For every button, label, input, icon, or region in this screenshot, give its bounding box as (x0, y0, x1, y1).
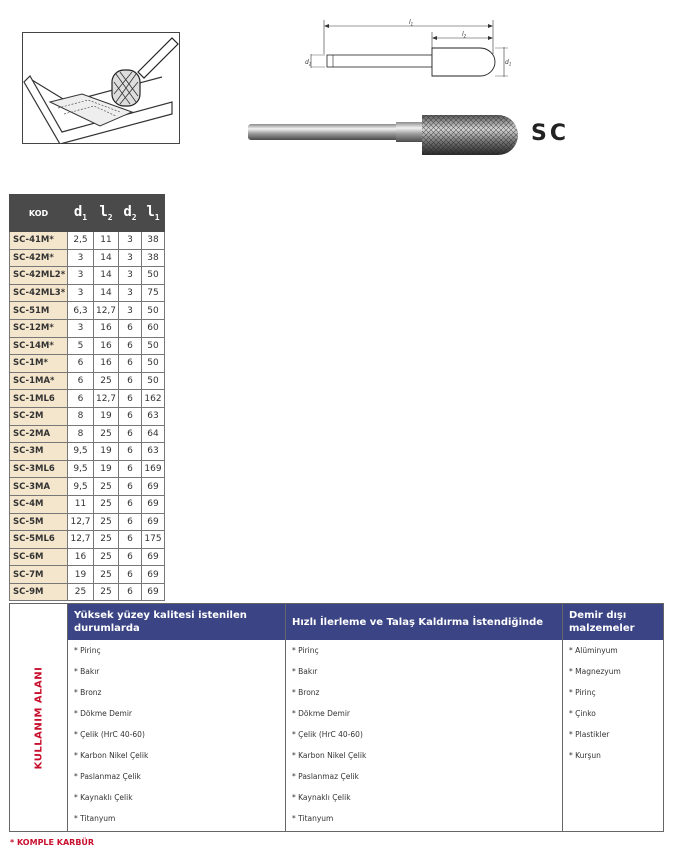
cell-d1: 11 (68, 495, 94, 513)
cell-d2: 3 (119, 232, 142, 250)
header-l2: $l_2$ (94, 195, 119, 232)
usage-column-header: Demir dışı malzemeler (563, 604, 663, 640)
cell-l2: 25 (94, 478, 119, 496)
cell-d1: 9,5 (68, 478, 94, 496)
table-row (10, 443, 165, 461)
cell-l2: 16 (94, 337, 119, 355)
table-row (10, 319, 165, 337)
cell-code: SC-1M* (10, 355, 68, 373)
cell-code: SC-3MA (10, 478, 68, 496)
cell-l2: 25 (94, 531, 119, 549)
cell-l2: 19 (94, 460, 119, 478)
cell-d1: 25 (68, 583, 94, 601)
usage-column-fast-feed (286, 604, 563, 831)
cell-l1: 60 (142, 319, 165, 337)
table-row (10, 232, 165, 250)
cell-d2: 6 (119, 425, 142, 443)
d1-label: $d_1$ (505, 59, 512, 67)
cell-l2: 16 (94, 355, 119, 373)
table-row (10, 583, 165, 601)
model-title: SC (531, 121, 569, 146)
usage-label-cell (10, 604, 68, 831)
table-row (10, 513, 165, 531)
usage-column-surface-quality (68, 604, 286, 831)
cell-d2: 6 (119, 355, 142, 373)
cell-d1: 6 (68, 355, 94, 373)
table-row (10, 284, 165, 302)
cell-d1: 16 (68, 548, 94, 566)
cell-l2: 19 (94, 407, 119, 425)
cell-l1: 69 (142, 583, 165, 601)
cell-l1: 69 (142, 495, 165, 513)
cell-code: SC-12M* (10, 319, 68, 337)
list-item: * Karbon Nikel Çelik (74, 751, 149, 760)
cell-d2: 6 (119, 372, 142, 390)
cell-d1: 12,7 (68, 513, 94, 531)
list-item: * Plastikler (569, 730, 610, 739)
list-item: * Titanyum (74, 814, 116, 823)
cell-l1: 50 (142, 267, 165, 285)
cell-l2: 12,7 (94, 390, 119, 408)
cell-d1: 5 (68, 337, 94, 355)
cell-d2: 6 (119, 548, 142, 566)
cell-l1: 63 (142, 407, 165, 425)
cell-l1: 50 (142, 372, 165, 390)
cell-d1: 2,5 (68, 232, 94, 250)
usage-column-header: Hızlı İlerleme ve Talaş Kaldırma İstendiğinde (286, 604, 562, 640)
list-item: * Alüminyum (569, 646, 618, 655)
list-item: * Paslanmaz Çelik (74, 772, 141, 781)
cell-l1: 50 (142, 337, 165, 355)
table-row (10, 267, 165, 285)
cell-code: SC-5ML6 (10, 531, 68, 549)
cell-d1: 9,5 (68, 443, 94, 461)
cell-l2: 14 (94, 267, 119, 285)
cell-d2: 6 (119, 478, 142, 496)
cell-l1: 38 (142, 232, 165, 250)
cell-l1: 169 (142, 460, 165, 478)
cell-d2: 6 (119, 495, 142, 513)
cell-code: SC-3M (10, 443, 68, 461)
dimension-drawing (305, 14, 515, 94)
cell-code: SC-51M (10, 302, 68, 320)
l1-label: $l_1$ (409, 19, 414, 27)
list-item: * Dökme Demir (292, 709, 351, 718)
list-item: * Çinko (569, 709, 596, 718)
cell-l1: 75 (142, 284, 165, 302)
cell-d2: 6 (119, 566, 142, 584)
cell-code: SC-14M* (10, 337, 68, 355)
usage-column-header: Yüksek yüzey kalitesi istenilen durumlarda (68, 604, 285, 640)
cell-l2: 11 (94, 232, 119, 250)
cell-d1: 3 (68, 249, 94, 267)
table-row (10, 407, 165, 425)
cell-d2: 6 (119, 319, 142, 337)
table-row (10, 337, 165, 355)
cell-l1: 69 (142, 513, 165, 531)
cell-l2: 25 (94, 425, 119, 443)
cell-d1: 6 (68, 372, 94, 390)
table-header-row (10, 195, 165, 232)
burr-tool-image (246, 110, 526, 160)
table-row (10, 390, 165, 408)
list-item: * Bronz (292, 688, 320, 697)
cell-d2: 3 (119, 284, 142, 302)
cell-d2: 3 (119, 267, 142, 285)
cell-d2: 6 (119, 337, 142, 355)
cell-d2: 6 (119, 513, 142, 531)
application-illustration (22, 32, 180, 144)
cell-code: SC-5M (10, 513, 68, 531)
cell-code: SC-9M (10, 583, 68, 601)
table-row (10, 302, 165, 320)
cell-l2: 14 (94, 284, 119, 302)
usage-list (286, 640, 562, 829)
cell-code: SC-4M (10, 495, 68, 513)
table-row (10, 495, 165, 513)
cell-d2: 6 (119, 460, 142, 478)
cell-code: SC-42M* (10, 249, 68, 267)
cell-code: SC-41M* (10, 232, 68, 250)
cell-d1: 6,3 (68, 302, 94, 320)
list-item: * Kurşun (569, 751, 601, 760)
usage-list (563, 640, 663, 766)
cell-d1: 9,5 (68, 460, 94, 478)
cell-code: SC-2M (10, 407, 68, 425)
cell-l2: 25 (94, 566, 119, 584)
header-d2: $d_2$ (119, 195, 142, 232)
usage-area (9, 603, 664, 832)
cell-l2: 19 (94, 443, 119, 461)
cell-d2: 6 (119, 443, 142, 461)
list-item: * Kaynaklı Çelik (74, 793, 133, 802)
cell-d2: 3 (119, 302, 142, 320)
cell-d2: 6 (119, 407, 142, 425)
list-item: * Pirinç (292, 646, 319, 655)
l2-label: $l_2$ (462, 31, 467, 39)
cell-l2: 25 (94, 495, 119, 513)
cell-code: SC-42ML3* (10, 284, 68, 302)
footnote: * KOMPLE KARBÜR (10, 838, 95, 847)
usage-label: KULLANIM ALANI (33, 666, 45, 770)
header-kod: KOD (10, 195, 68, 232)
cell-d1: 6 (68, 390, 94, 408)
cell-code: SC-2MA (10, 425, 68, 443)
cell-l1: 50 (142, 302, 165, 320)
cell-d1: 8 (68, 425, 94, 443)
list-item: * Pirinç (569, 688, 596, 697)
list-item: * Çelik (HrC 40-60) (292, 730, 363, 739)
table-row (10, 548, 165, 566)
cell-l2: 25 (94, 583, 119, 601)
dimension-table (9, 194, 165, 601)
cell-l1: 50 (142, 355, 165, 373)
cell-d2: 6 (119, 531, 142, 549)
cell-code: SC-42ML2* (10, 267, 68, 285)
cell-l1: 38 (142, 249, 165, 267)
cell-l1: 69 (142, 566, 165, 584)
table-row (10, 460, 165, 478)
table-row (10, 531, 165, 549)
table-row (10, 566, 165, 584)
cell-l1: 64 (142, 425, 165, 443)
list-item: * Pirinç (74, 646, 101, 655)
list-item: * Dökme Demir (74, 709, 133, 718)
cell-l2: 12,7 (94, 302, 119, 320)
usage-list (68, 640, 285, 829)
list-item: * Magnezyum (569, 667, 621, 676)
cell-d1: 19 (68, 566, 94, 584)
list-item: * Bakır (292, 667, 318, 676)
cell-l2: 14 (94, 249, 119, 267)
cell-l1: 162 (142, 390, 165, 408)
table-row (10, 372, 165, 390)
header-l1: $l_1$ (142, 195, 165, 232)
cell-l2: 25 (94, 372, 119, 390)
cell-code: SC-1MA* (10, 372, 68, 390)
table-row (10, 425, 165, 443)
list-item: * Paslanmaz Çelik (292, 772, 359, 781)
cell-l2: 16 (94, 319, 119, 337)
list-item: * Kaynaklı Çelik (292, 793, 351, 802)
list-item: * Karbon Nikel Çelik (292, 751, 367, 760)
cell-code: SC-3ML6 (10, 460, 68, 478)
table-row (10, 249, 165, 267)
list-item: * Bronz (74, 688, 102, 697)
list-item: * Titanyum (292, 814, 334, 823)
cell-l1: 175 (142, 531, 165, 549)
usage-column-non-ferrous (563, 604, 663, 831)
cell-code: SC-7M (10, 566, 68, 584)
list-item: * Çelik (HrC 40-60) (74, 730, 145, 739)
d2-label: $d_2$ (305, 59, 312, 67)
cell-code: SC-6M (10, 548, 68, 566)
cell-d2: 6 (119, 390, 142, 408)
cell-d2: 6 (119, 583, 142, 601)
cell-l2: 25 (94, 548, 119, 566)
table-row (10, 478, 165, 496)
cell-d1: 8 (68, 407, 94, 425)
cell-d1: 12,7 (68, 531, 94, 549)
cell-code: SC-1ML6 (10, 390, 68, 408)
header-d1: $d_1$ (68, 195, 94, 232)
cell-l1: 63 (142, 443, 165, 461)
cell-l1: 69 (142, 548, 165, 566)
cell-d1: 3 (68, 284, 94, 302)
list-item: * Bakır (74, 667, 100, 676)
cell-d1: 3 (68, 319, 94, 337)
table-row (10, 355, 165, 373)
cell-l2: 25 (94, 513, 119, 531)
cell-l1: 69 (142, 478, 165, 496)
cell-d2: 3 (119, 249, 142, 267)
cell-d1: 3 (68, 267, 94, 285)
